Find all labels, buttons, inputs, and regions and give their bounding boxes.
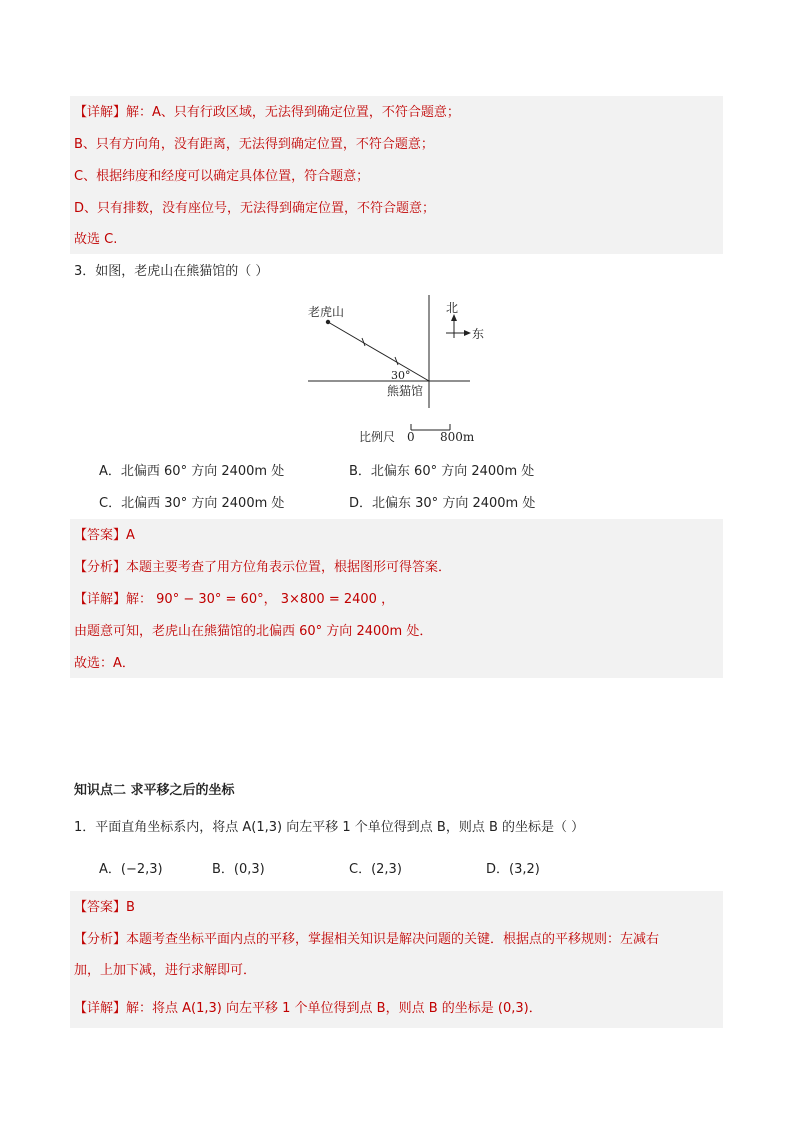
scale-zero: 0	[407, 430, 415, 444]
analysis-header: 【分析】	[74, 932, 127, 947]
q4-detail-line	[74, 1000, 542, 1018]
q2-detail-line2: B、只有方向角，没有距离，无法得到确定位置，不符合题意；	[74, 137, 434, 152]
q2-detail-line4: D、只有排数，没有座位号，无法得到确定位置，不符合题意；	[74, 201, 436, 216]
q3-option-a: A．北偏西 60° 方向 2400m 处	[99, 464, 285, 479]
answer-value: B	[126, 900, 135, 915]
q4-answer-line	[74, 899, 135, 917]
q3-detail-line3: 故选：A．	[74, 656, 135, 671]
angle-label: 30°	[391, 369, 411, 382]
detail-text: 解：A、只有行政区域，无法得到确定位置，不符合题意；	[126, 105, 460, 120]
detail-text: 解： 90° − 30° = 60°， 3×800 = 2400 ，	[126, 592, 395, 607]
q4-analysis-line2: 加，上加下减，进行求解即可．	[74, 963, 257, 978]
scale-label: 比例尺	[359, 430, 396, 444]
detail-text: 解：将点 A(1,3) 向左平移 1 个单位得到点 B，则点 B 的坐标是 (0,3)．	[126, 1001, 542, 1016]
mountain-point	[326, 320, 330, 324]
q3-stem: 3．如图，老虎山在熊猫馆的（ ）	[74, 264, 269, 279]
q4-stem: 1．平面直角坐标系内，将点 A(1,3) 向左平移 1 个单位得到点 B，则点 B 的坐标是（ ）	[74, 820, 585, 835]
q3-option-d: D．北偏东 30° 方向 2400m 处	[349, 496, 536, 511]
direction-diagram	[300, 290, 500, 450]
panda-label: 熊猫馆	[387, 384, 424, 398]
section-title: 知识点二 求平移之后的坐标	[74, 783, 235, 798]
analysis-text: 本题主要考查了用方位角表示位置，根据图形可得答案．	[126, 560, 452, 575]
q4-option-b: B．(0,3)	[212, 862, 265, 877]
q3-option-b: B．北偏东 60° 方向 2400m 处	[349, 464, 535, 479]
detail-header: 【详解】	[74, 592, 127, 607]
q3-analysis-line	[74, 559, 451, 577]
east-arrow-icon	[464, 330, 471, 336]
answer-value: A	[126, 528, 135, 543]
detail-header: 【详解】	[74, 105, 127, 120]
analysis-header: 【分析】	[74, 560, 127, 575]
q4-option-a: A．(−2,3)	[99, 862, 163, 877]
east-label: 东	[472, 327, 485, 341]
answer-header: 【答案】	[74, 900, 127, 915]
north-arrow-icon	[451, 314, 457, 321]
q2-detail-line5: 故选 C.	[74, 232, 118, 247]
analysis-text: 本题考查坐标平面内点的平移，掌握相关知识是解决问题的关键．根据点的平移规则：左减右	[126, 932, 660, 947]
q3-answer-line	[74, 527, 135, 545]
q3-detail-line2: 由题意可知，老虎山在熊猫馆的北偏西 60° 方向 2400m 处．	[74, 624, 433, 639]
q3-figure	[300, 290, 500, 450]
q3-option-c: C．北偏西 30° 方向 2400m 处	[99, 496, 285, 511]
scale-end: 800m	[440, 430, 475, 444]
mountain-label: 老虎山	[308, 305, 345, 319]
q3-detail-line	[74, 591, 394, 609]
q2-detail-line1	[74, 104, 460, 122]
detail-header: 【详解】	[74, 1001, 127, 1016]
answer-header: 【答案】	[74, 528, 127, 543]
q4-analysis-line1	[74, 931, 659, 949]
q4-option-c: C．(2,3)	[349, 862, 402, 877]
q2-detail-line3: C、根据纬度和经度可以确定具体位置，符合题意；	[74, 169, 370, 184]
north-label: 北	[446, 301, 459, 315]
q4-option-d: D．(3,2)	[486, 862, 540, 877]
direction-line	[328, 322, 429, 381]
